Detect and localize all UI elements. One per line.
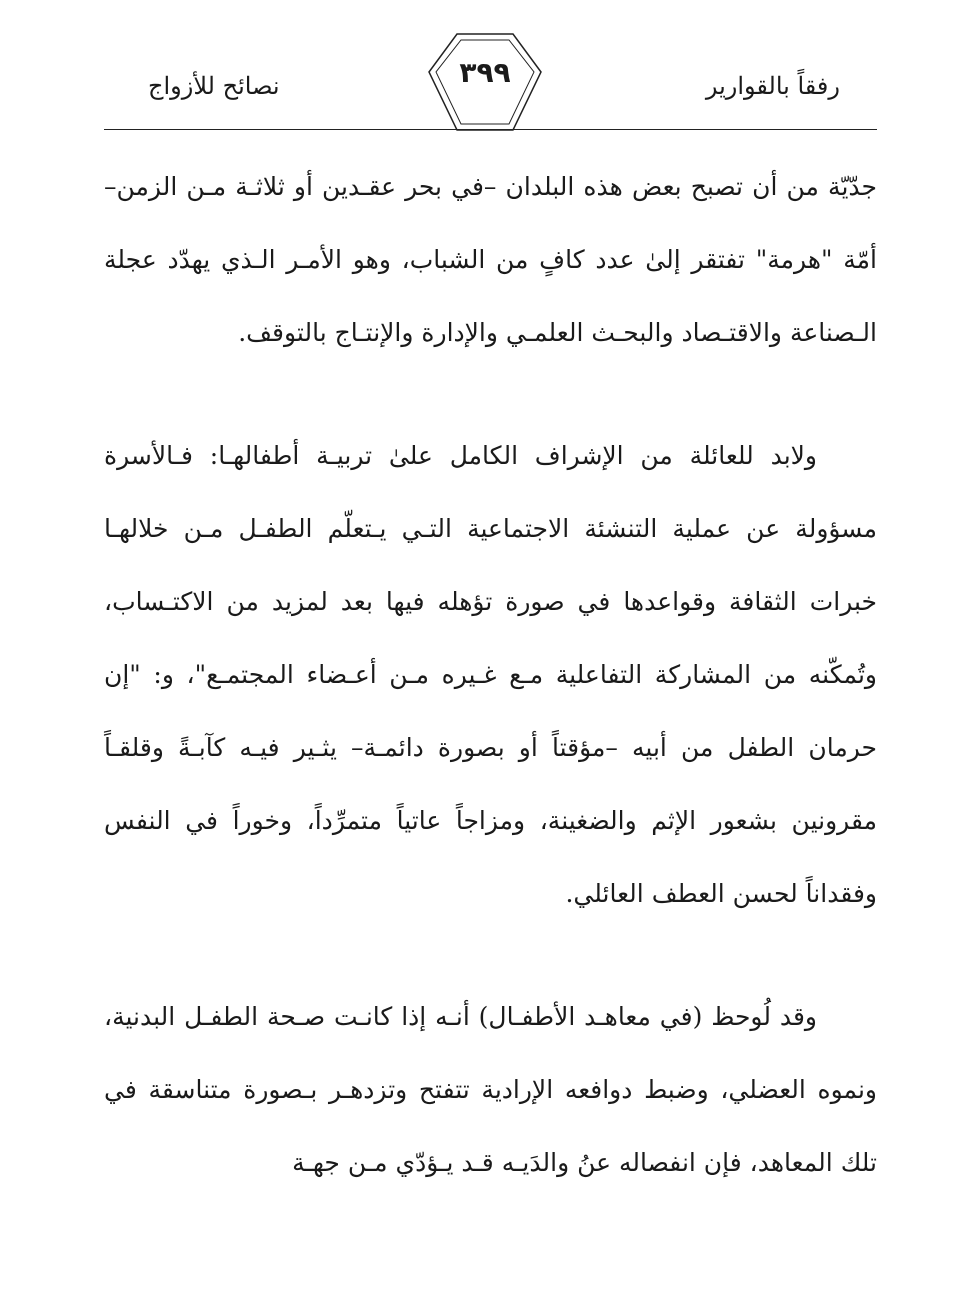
page-number-badge	[427, 32, 543, 132]
header-divider	[104, 129, 877, 130]
paragraph-spacer	[104, 930, 877, 980]
paragraph-spacer	[104, 369, 877, 419]
book-title: رفقاً بالقوارير	[705, 72, 840, 100]
chapter-title: نصائح للأزواج	[148, 72, 280, 100]
paragraph: جدّيّة من أن تصبح بعض هذه البلدان –في بحر عقـدين أو ثلاثـة مـن الزمن– أمّة "هرمة" تفتقر إلىٰ عدد كافٍ من الشباب، وهو الأمـر الـذي يهدّد عجلة الـصناعة والاقتـصاد والبحـث العلمـي والإدارة والإنتـاج بالتوقف.	[104, 172, 877, 347]
paragraph: وقد لُوحظ (في معاهـد الأطفـال) أنـه إذا كانـت صـحة الطفـل البدنية، ونموه العضلي، وضبط دوافعه الإرادية تتفتح وتزدهـر بـصورة متناسقة في تلك المعاهد، فإن انفصاله عنُ والدَيـه قـد يـؤدّي مـن جهـة	[104, 1002, 877, 1177]
page-number: ٣٩٩	[459, 56, 511, 89]
page-body	[104, 150, 877, 1199]
paragraph: ولابد للعائلة من الإشراف الكامل علىٰ تربيـة أطفالهـا: فـالأسرة مسؤولة عن عملية التنشئة الاجتماعية التـي يـتعلّم الطفـل مـن خلالهـا خبرات الثقافة وقواعدها في صورة تؤهله فيها بعد لمزيد من الاكتـساب، وتُمكّنه من المشاركة التفاعلية مـع غـيره مـن أعـضاء المجتمـع"، و: "إن حرمان الطفل من أبيه –مؤقتاً أو بصورة دائمـة– يثـير فيـه كآبـةً وقلقـاً مقرونين بشعور الإثم والضغينة، ومزاجاً عاتياً متمرِّداً، وخوراً في النفس وفقداناً لحسن العطف العائلي.	[104, 441, 877, 908]
page-header	[0, 0, 980, 135]
